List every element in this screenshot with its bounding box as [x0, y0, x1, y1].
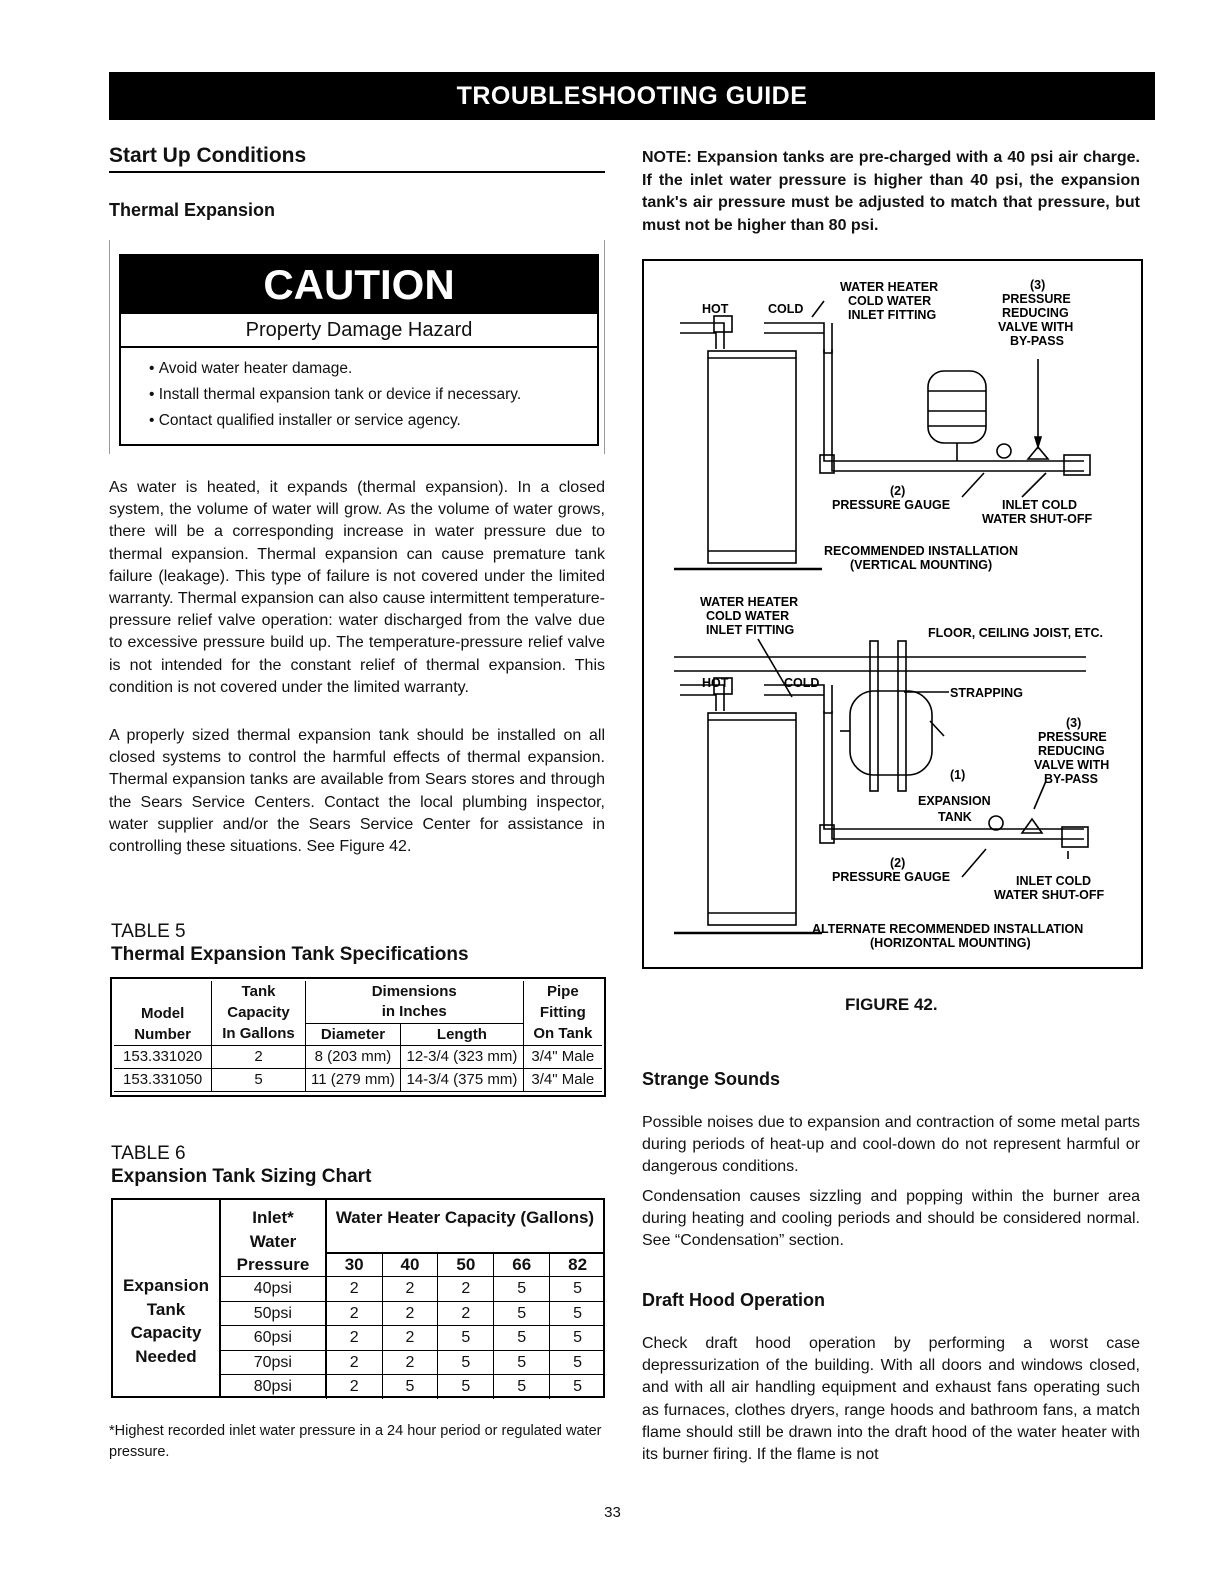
caution-item: • Avoid water heater damage.: [149, 356, 597, 382]
caution-right-rule: [604, 240, 605, 454]
table5-head-text: Dimensions: [371, 982, 457, 1000]
table6-frame: [111, 1198, 605, 1398]
caution-item: • Install thermal expansion tank or device if necessary.: [149, 382, 597, 408]
tank-label: TANK: [938, 810, 972, 824]
caution-left-rule: [109, 240, 110, 454]
table-row: [220, 1301, 605, 1326]
table6-cell: 5: [437, 1326, 493, 1350]
table-row: [220, 1276, 605, 1301]
table5-cell: 12-3/4 (323 mm): [401, 1045, 524, 1068]
table5-head-pipe: [523, 981, 602, 1045]
table5-cell: 153.331020: [114, 1045, 212, 1068]
top-shutoff-label: INLET COLD: [1002, 498, 1077, 512]
table6-pressure: 60psi: [253, 1329, 292, 1346]
bottom-prv-label: VALVE WITH: [1034, 758, 1110, 772]
table6-row-header-text: Capacity: [130, 1323, 202, 1342]
figure-caption: FIGURE 42.: [845, 995, 938, 1014]
table6-cell: 5: [493, 1351, 549, 1375]
table6-cell: 5: [493, 1326, 549, 1350]
table6-cell: 2: [326, 1302, 382, 1326]
bottom-prv-label: REDUCING: [1038, 744, 1105, 758]
table6-inlet-text: Water: [249, 1231, 297, 1251]
table6-cell: 5: [437, 1375, 493, 1399]
bottom-prv-label: BY-PASS: [1044, 772, 1098, 786]
table5-label: TABLE 5: [111, 921, 186, 942]
top-inlet-label: WATER HEATER: [840, 280, 939, 294]
tank-label: EXPANSION: [918, 794, 991, 808]
figure-42-box: [642, 259, 1143, 969]
table5: [114, 981, 602, 1092]
table5-head-text: Pipe: [547, 983, 579, 1001]
table6-cell: 2: [326, 1375, 382, 1399]
table5-head-text: in Inches: [381, 1002, 447, 1020]
bottom-gauge-label: PRESSURE GAUGE: [832, 870, 951, 884]
table5-cell: 8 (203 mm): [305, 1045, 400, 1068]
bottom-gauge-label: (2): [890, 856, 906, 870]
table6-cell: 5: [549, 1277, 605, 1301]
table5-head-text: Fitting: [539, 1004, 586, 1022]
table6-cell: 5: [493, 1302, 549, 1326]
table5-head-length: Length: [401, 1023, 524, 1045]
table6-row-header-text: Tank: [146, 1299, 186, 1319]
bottom-inlet-label: COLD WATER: [706, 609, 790, 623]
table6-pressure: 70psi: [253, 1353, 292, 1371]
table-row: [114, 1045, 602, 1068]
table5-head-text: Tank: [241, 983, 276, 1001]
table5-title: Thermal Expansion Tank Specifications: [111, 944, 469, 965]
table6-cell: 2: [326, 1351, 382, 1375]
bottom-install-title: (HORIZONTAL MOUNTING): [870, 936, 1031, 950]
table6-cell: 2: [382, 1351, 438, 1375]
caution-title: CAUTION: [121, 256, 597, 314]
bottom-prv-label: (3): [1066, 716, 1082, 730]
table6-row-header-text: Needed: [135, 1346, 197, 1366]
table6-cell: 5: [549, 1351, 605, 1375]
bottom-hot-label: HOT: [702, 676, 729, 690]
table5-head-model: [114, 981, 212, 1045]
bottom-install-title: ALTERNATE RECOMMENDED INSTALLATION: [812, 922, 1084, 936]
table6-footnote: *Highest recorded inlet water pressure in a 24 hour period or regulated water pressure.: [109, 1423, 602, 1460]
table5-cell: 5: [212, 1068, 305, 1091]
table-row: [220, 1350, 605, 1375]
thermal-para-1: As water is heated, it expands (thermal expansion). In a closed system, the volume of water will grow. As the volume of water grows, there will be a corresponding increase in water pressure due to thermal expansion. Thermal expansion can cause premature tank failure (leakage). This type of failure is not covered under the limited warranty. Thermal expansion can also cause intermittent temperature-pressure relief valve operation: water discharged from the valve due to excessive pressure build up. The temperature-pressure relief valve is not intended for the constant relief of thermal expansion. This condition is not covered under the limited warranty.: [109, 479, 605, 696]
table6-cell: 5: [549, 1302, 605, 1326]
water-heater-tank-top: [708, 351, 796, 563]
table5-head-text: Number: [134, 1025, 191, 1043]
caution-box: [119, 254, 599, 446]
table5-head-text: Model: [140, 1004, 185, 1022]
top-prv-label: REDUCING: [1002, 306, 1069, 320]
caution-item: • Contact qualified installer or service agency.: [149, 408, 597, 434]
top-prv-label: PRESSURE: [1002, 292, 1071, 306]
table5-head-dimensions: [305, 981, 523, 1023]
expansion-tank-note: NOTE: Expansion tanks are pre-charged with a 40 psi air charge. If the inlet water pressure is higher than 40 psi, the expansion tank's air pressure must be adjusted to match that pressure, but must not be higher than 80 psi.: [642, 149, 1140, 234]
table6-inlet-text: Pressure: [236, 1255, 310, 1274]
table5-cell: 14-3/4 (375 mm): [401, 1068, 524, 1091]
top-cold-label: COLD: [768, 302, 804, 316]
strange-sounds-title: Strange Sounds: [642, 1069, 781, 1089]
strapping-label: STRAPPING: [950, 686, 1023, 700]
table6-capacity: 40: [382, 1253, 438, 1276]
strange-sounds-para-2: Condensation causes sizzling and popping within the burner area during heating and cooling periods and should be considered normal. See “Condensation” section.: [642, 1188, 1140, 1250]
section-rule: [109, 171, 605, 173]
top-inlet-label: INLET FITTING: [848, 308, 937, 322]
table6-cell: 2: [437, 1302, 493, 1326]
floor-label: FLOOR, CEILING JOIST, ETC.: [928, 626, 1104, 640]
tank-label: (1): [950, 768, 966, 782]
caution-list: [121, 356, 597, 434]
bottom-inlet-label: WATER HEATER: [700, 595, 799, 609]
table6-cell: 2: [326, 1277, 382, 1301]
table6-title: Expansion Tank Sizing Chart: [111, 1166, 372, 1187]
table6-cell: 5: [549, 1375, 605, 1399]
table5-head-diameter: Diameter: [305, 1023, 400, 1045]
draft-hood-title: Draft Hood Operation: [642, 1290, 825, 1310]
table6-cell: 2: [437, 1277, 493, 1301]
table-row: [220, 1374, 605, 1399]
top-prv-label: VALVE WITH: [998, 320, 1074, 334]
page-header: TROUBLESHOOTING GUIDE: [109, 72, 1155, 120]
table6-capacity: 66: [493, 1253, 549, 1276]
table5-frame: [110, 977, 606, 1097]
bottom-shutoff-label: INLET COLD: [1016, 874, 1091, 888]
table5-head-capacity: [212, 981, 305, 1045]
top-gauge-label: (2): [890, 484, 906, 498]
table-row: [114, 1068, 602, 1091]
top-prv-label: BY-PASS: [1010, 334, 1064, 348]
table6-cell: 2: [382, 1277, 438, 1301]
table6-label: TABLE 6: [111, 1143, 186, 1164]
strange-sounds-para-1: Possible noises due to expansion and contraction of some metal parts during periods of heat-up and cool-down do not represent harmful or dangerous conditions.: [642, 1114, 1140, 1176]
table5-head-text: Capacity: [227, 1004, 290, 1022]
table6-capacity: 30: [326, 1253, 382, 1276]
table6-cell: 5: [437, 1351, 493, 1375]
bottom-inlet-label: INLET FITTING: [706, 623, 795, 637]
thermal-para-2: A properly sized thermal expansion tank should be installed on all closed systems to control the harmful effects of thermal expansion. Thermal expansion tanks are available from Sears stores and through the Sears Service Centers. Contact the local plumbing inspector, water supplier and/or the Sears Service Center for assistance in controlling these situations. See Figure 42.: [109, 727, 605, 856]
top-shutoff-label: WATER SHUT-OFF: [982, 512, 1093, 526]
top-install-title: (VERTICAL MOUNTING): [850, 558, 993, 572]
bottom-cold-label: COLD: [784, 676, 820, 690]
table6-cell: 2: [382, 1326, 438, 1350]
table5-head-text: In Gallons: [222, 1025, 295, 1043]
table6-capacity: 50: [437, 1253, 493, 1276]
table5-cell: 3/4" Male: [523, 1068, 602, 1091]
table6-row-header: [113, 1274, 219, 1368]
table6-grid: [220, 1253, 605, 1276]
table6-rows: [220, 1276, 605, 1399]
table6-cell: 5: [549, 1326, 605, 1350]
table6-cell: 5: [493, 1375, 549, 1399]
table5-cell: 2: [212, 1045, 305, 1068]
top-gauge-label: PRESSURE GAUGE: [832, 498, 951, 512]
top-hot-label: HOT: [702, 302, 729, 316]
page-number: 33: [604, 1504, 621, 1521]
table6-pressure: 40psi: [253, 1280, 292, 1297]
bottom-shutoff-label: WATER SHUT-OFF: [994, 888, 1105, 902]
table6-capacity-header: Water Heater Capacity (Gallons): [335, 1208, 595, 1227]
table-row: [220, 1325, 605, 1350]
table5-cell: 11 (279 mm): [305, 1068, 400, 1091]
table6-capacity-row: [220, 1253, 605, 1276]
table5-cell: 153.331050: [114, 1068, 212, 1091]
table6-cell: 2: [382, 1302, 438, 1326]
table6-cell: 5: [382, 1375, 438, 1399]
draft-hood-para: Check draft hood operation by performing a worst case depressurization of the building. With all doors and windows closed, and with all air handling equipment and exhaust fans operating such as furnaces, clothes dryers, range hoods and bathroom fans, a match flame should still be drawn into the draft hood of the water heater with its burner firing. If the flame is not: [642, 1335, 1140, 1464]
bottom-prv-label: PRESSURE: [1038, 730, 1107, 744]
table6-row-header-text: Expansion: [123, 1276, 209, 1295]
top-inlet-label: COLD WATER: [848, 294, 932, 308]
table6-cell: 2: [326, 1326, 382, 1350]
table6-cell: 5: [493, 1277, 549, 1301]
table6-pressure: 50psi: [253, 1304, 292, 1322]
table5-cell: 3/4" Male: [523, 1045, 602, 1068]
top-install-title: RECOMMENDED INSTALLATION: [824, 544, 1018, 558]
section-title-start-up: Start Up Conditions: [109, 144, 307, 167]
table6-pressure: 80psi: [253, 1378, 292, 1395]
plumbing-diagram: [644, 261, 1141, 967]
top-prv-label: (3): [1030, 278, 1046, 292]
caution-subtitle: Property Damage Hazard: [121, 314, 597, 348]
table6-capacity: 82: [549, 1253, 605, 1276]
table5-head-text: On Tank: [533, 1025, 593, 1043]
table6-inlet-text: Inlet*: [252, 1208, 294, 1227]
subsection-title-thermal: Thermal Expansion: [109, 200, 276, 220]
